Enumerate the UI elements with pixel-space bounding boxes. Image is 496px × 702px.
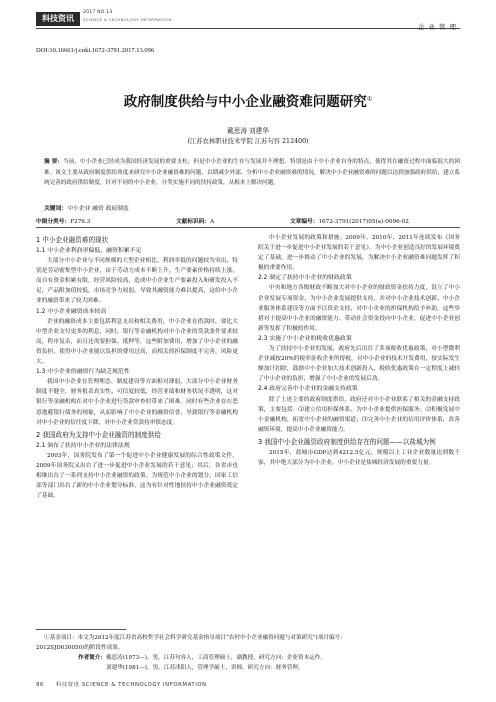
article-number-label: 文章编号： bbox=[290, 219, 319, 225]
classification-rule bbox=[36, 227, 460, 228]
paragraph: 为了扶持中小企业的发展，政府先后出台了多项税收优惠政策，对小型微利企业减按20%的税率征收企业所得税，对中小企业的技术开发费用，按实际发生额加计扣除，鼓励中小企业加大技术创新投入，税收优惠政策在一定程度上减轻了中小企业的负担，增强了中小企业的发展后劲。 bbox=[258, 346, 460, 383]
paragraph: 大部分中小企业与不同规模的大型企业相比，利润率低的问题较为突出，特别是劳动密集型中小企业，由于劳动力成本不断上升，生产要素价格持续上涨，而自有资金积累有限，经营风险较高，造成中小企业生产要素投入和研发投入不足，产品附加值较低，市场竞争力较弱，导致其融资能力难以提高，这给中小企业的融资带来了较大困难。 bbox=[36, 258, 238, 305]
keywords bbox=[44, 203, 460, 212]
paragraph: 中小企业发展的政策和措施；2009年、2010年、2011年连续发布《国务院关于进一步促进中小企业发展的若干意见》，为中小企业创造良好的发展环境奠定了基础，进一步推动了中小企业的发展，为解决中小企业融资难问题发挥了积极的重要作用。 bbox=[258, 235, 460, 272]
section-heading: 3 我国中小企业融资政府制度供给存在的问题——以盐城为例 bbox=[258, 437, 436, 446]
journal-logo: 科技资讯 bbox=[36, 12, 80, 26]
subsection-heading: 2.1 颁布了扶持中小企业的法律法规 bbox=[36, 442, 130, 449]
article-title bbox=[36, 90, 460, 110]
section-heading: 1 中小企业融资难的现状 bbox=[36, 236, 109, 244]
footnote-authors bbox=[78, 653, 494, 673]
journal-english-name: SCIENCE & TECHNOLOGY INFORMATION bbox=[83, 17, 172, 22]
keywords-text: 中小企业 融资 政府制度 bbox=[67, 206, 129, 212]
document-code-label: 文献标识码： bbox=[176, 219, 211, 225]
paragraph: 2015年，盐城市GDP达到4212.5亿元，规模以上工业企业数量达到数千家，其中绝大部分为中小企业，中小企业是盐城经济发展的重要力量。 bbox=[258, 449, 460, 466]
doi: DOI:10.16661/j.cnki.1672-3791.2017.13.096 bbox=[36, 47, 155, 54]
document-code-value: A bbox=[210, 219, 215, 225]
page-footer bbox=[36, 680, 207, 688]
subsection-heading: 2.3 实施了中小企业的税收优惠政策 bbox=[258, 335, 352, 342]
paragraph: 企业的融资成本主要包括利息支出和相关费用，中小企业在借款时，要比大中型企业支付更多的利息，同时，银行等金融机构对中小企业的贷款条件要求较高，程序复杂，而且还需要担保、抵押等，这些附加费用，增加了中小企业的融资负担，使得中小企业能以负担的费用过高，而相关的担保制度不完善，风险更大。 bbox=[36, 318, 238, 366]
document-code bbox=[176, 216, 214, 225]
footnote-rule bbox=[36, 629, 126, 630]
paragraph: 我国中小企业在管理理念、制度建设等方面相对薄弱，大部分中小企业财务制度不健全，财务报表真实性、可信度较低，经营业绩和财务状况不透明，这对银行等金融机构在对中小企业进行贷款审查时带来了困难。同时有些企业存在恶意逃避银行债务的现象，从而影响了中小企业的融资信誉，导致银行等金融机构对中小企业的信任度下降，对中小企业贷款持审慎态度。 bbox=[36, 379, 238, 426]
issue-number: 2017 NO.13 bbox=[83, 10, 113, 15]
paragraph: 中央和地方各级财政不断加大对中小企业的财政资金扶持力度，设立了中小企业发展专项资金，为中小企业发展提供支持，并对中小企业技术创新、中小企业服务体系建设等方面予以资金支持，对中小企业的担保机构给予补助，这些举措对于提高中小企业的融资能力、带动社会资金投向中小企业，促进中小企业创新等发挥了积极的作用。 bbox=[258, 285, 460, 332]
author-bio-label: 作者简介： bbox=[78, 655, 106, 661]
abstract-label: 摘 要： bbox=[44, 159, 64, 165]
clc-label: 中图分类号： bbox=[36, 219, 71, 225]
subsection-heading: 1.1 中小企业利润率偏低，融资积累不足 bbox=[36, 248, 142, 254]
article-number-value: 1672-3791(2017)05(a)-0096-02 bbox=[318, 219, 409, 225]
footnote-fund-cont: 2012SJD630050)的阶段性成果。 bbox=[36, 645, 124, 651]
author-bio-2: 刘建华(1981—)，男，江苏沭阳人，管理学硕士，讲师，研究方向：财务管理。 bbox=[106, 665, 304, 671]
left-column bbox=[36, 233, 238, 501]
keywords-label: 关键词： bbox=[44, 206, 68, 212]
author-bio-1: 戴思涛(1973—)，男，江苏句容人，工商管理硕士，副教授，研究方向：企业资本运作。 bbox=[105, 655, 326, 661]
subsection-heading: 2.4 政府完善中小企业的金融支持政策 bbox=[258, 386, 358, 393]
section-heading: 2 我国政府为支持中小企业融资的制度供给 bbox=[36, 430, 161, 439]
subsection-heading: 1.3 中小企业的融资行为缺乏规范性 bbox=[36, 369, 130, 376]
abstract bbox=[44, 157, 460, 189]
right-column bbox=[258, 233, 460, 468]
paragraph: 除了上述主要的政府制度供给，政府还对中小企业联系了相关的金融支持政策，主要包括：⑴建立信用担保体系，为中小企业提供担保服务；⑵积极发展中小金融机构，拓宽中小企业的融资渠道；⑶完善中小企业的信用评价体系，改善融资环境，提高中小企业融资能力。 bbox=[258, 396, 460, 433]
title-note-mark: ① bbox=[366, 95, 373, 103]
header-rule bbox=[36, 28, 460, 29]
affiliation: (江苏农林职业技术学院 江苏句容 212400) bbox=[187, 138, 309, 145]
article-number bbox=[290, 216, 409, 225]
clc-number bbox=[36, 216, 90, 225]
paragraph: 2003年，国务院发布了第一个促进中小企业健康发展的综合性政策文件，2009年国务院又出台了进一步促进中小企业发展的若干意见；其后，各省市也相继出台了一系列支持中小企业融资的政策。为规范中小企业的划分，国家工信部等部门出台了新的中小企业划分标准，这为有针对性地扶持中小企业融资奠定了基础。 bbox=[36, 452, 238, 500]
page-number: 96 bbox=[36, 682, 44, 688]
footer-journal: 科技资讯 SCIENCE & TECHNOLOGY INFORMATION bbox=[55, 682, 207, 688]
page-header bbox=[36, 10, 460, 40]
title-text: 政府制度供给与中小企业融资难问题研究 bbox=[123, 94, 367, 110]
authors: 戴思涛 刘建华 bbox=[227, 127, 269, 135]
abstract-text: 当前，中小企业已经成为我国经济发展的重要支柱，但是中小企业的生存与发展并不理想，特别是由于中小企业自身的特点，使得其在融资过程中面临很大的困难。该文主要从政府制度供给角度来研究中小企业融资难的问题，以期减少外部、分析中小企业融资难的情况，解决中小企业融资难的问题以达到加强政府供给，建立系统完善的政府供给制度，针对不同的中小企业，分类实施不同的扶持政策，从根本上解决问题。 bbox=[44, 159, 460, 186]
subsection-heading: 2.2 制定了扶持中小企业的财政政策 bbox=[258, 275, 352, 282]
section-tag: 企业管理 bbox=[418, 23, 460, 31]
footnote-fund: ①基金项目：本文为2012年度江苏省高校哲学社会科学研究基金指导项目“农村中小企业融资问题与对策研究”(项目编号： bbox=[44, 635, 346, 641]
clc-value: F276.3 bbox=[70, 219, 91, 225]
subsection-heading: 1.2 中小企业融资成本较高 bbox=[36, 308, 107, 315]
